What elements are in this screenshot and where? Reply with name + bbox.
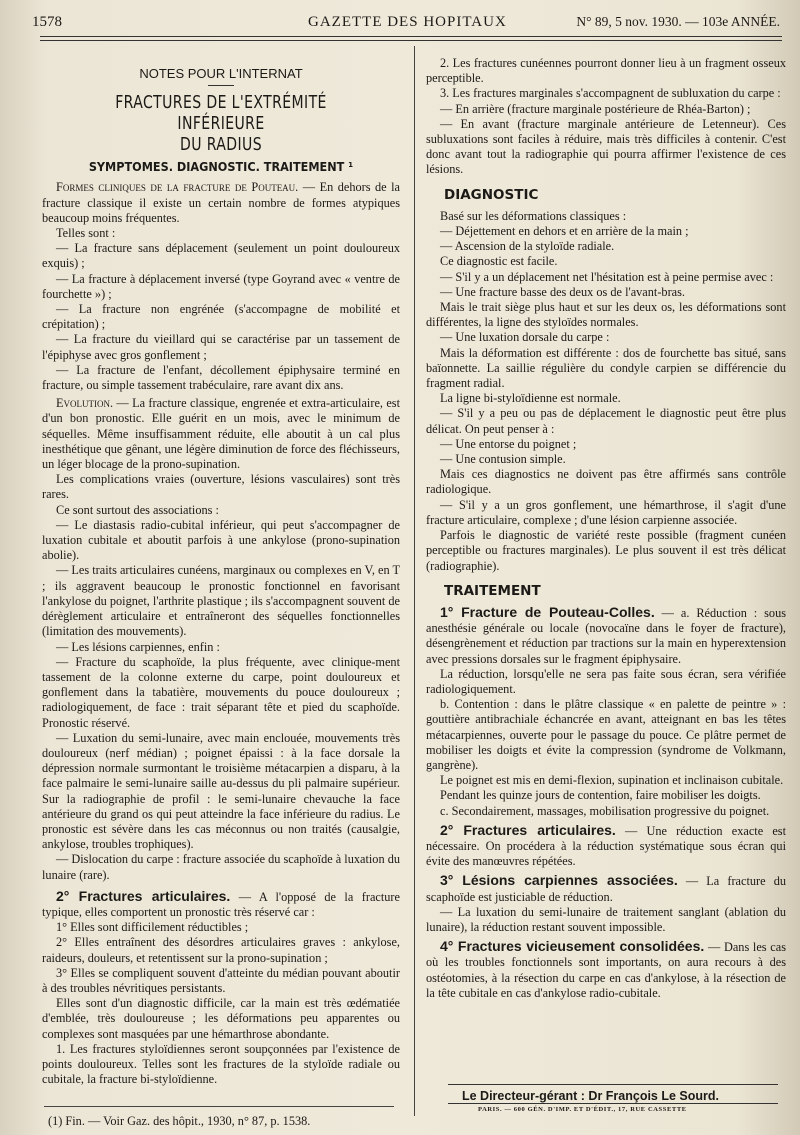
paragraph: c. Secondairement, massages, mobilisation progressive du poignet. bbox=[440, 803, 770, 818]
run-in-head: Formes cliniques de la fracture de Pouteau. bbox=[56, 180, 299, 195]
paragraph bbox=[42, 180, 400, 226]
list-item: — La fracture non engrénée (s'accompagne de mobilité et crépitation) ; bbox=[42, 302, 400, 332]
signature-rule bbox=[448, 1103, 778, 1104]
issue-info: N° 89, 5 nov. 1930. — 103e ANNÉE. bbox=[576, 14, 780, 29]
text: — Une réduction exacte est nécessaire. On procédera à la réduction systématique sous écran qui évite des manœuvres répétées. bbox=[426, 823, 786, 869]
list-item: — Une luxation dorsale du carpe : bbox=[440, 330, 610, 345]
journal-title: GAZETTE DES HOPITAUX bbox=[308, 14, 507, 30]
article-title-1: FRACTURES DE L'EXTRÉMITÉ INFÉRIEURE bbox=[115, 92, 327, 135]
section-heading-diagnostic: DIAGNOSTIC bbox=[444, 186, 539, 203]
list-item: — S'il y a peu ou pas de déplacement le diagnostic peut être plus délicat. On peut penser à : bbox=[426, 406, 786, 436]
list-item: — Le diastasis radio-cubital inférieur, qui peut s'accompagner de luxation cubitale et aboutit parfois à une ankylose (prono-supination abolie). bbox=[42, 517, 400, 563]
run-in-head: 3° Lésions carpiennes associées. bbox=[440, 872, 678, 889]
list-item: — La luxation du semi-lunaire de traitement sanglant (ablation du lunaire), la réduction restant souvent impossible. bbox=[426, 904, 786, 934]
text: — La fracture du scaphoïde est justiciable de réduction. bbox=[426, 874, 786, 904]
text: — En dehors de la fracture classique il existe un certain nombre de formes atypiques beaucoup moins fréquentes. bbox=[42, 180, 400, 225]
text: — A l'opposé de la fracture typique, elles comportent un pronostic très réservé car : bbox=[42, 889, 400, 919]
page-header bbox=[28, 10, 780, 32]
list-item: — Une fracture basse des deux os de l'avant-bras. bbox=[440, 284, 685, 299]
paragraph: La réduction, lorsqu'elle ne sera pas faite sous écran, sera vérifiée radiologiquement. bbox=[426, 666, 786, 696]
article-title-2: DU RADIUS bbox=[180, 134, 262, 156]
paragraph: 2. Les fractures cunéennes pourront donner lieu à un fragment osseux perceptible. bbox=[426, 56, 786, 86]
column-divider bbox=[414, 46, 415, 1116]
run-in-head: 2° Fractures articulaires. bbox=[440, 821, 616, 838]
list-item: — La fracture du vieillard qui se caractérise par un tassement de l'épiphyse avec gros gonflement ; bbox=[42, 332, 400, 362]
list-item: — Une contusion simple. bbox=[440, 452, 566, 467]
paragraph: Mais la déformation est différente : dos de fourchette bas situé, sans baïonnette. La saillie régulière du condyle carpien se différencie du fragment radial. bbox=[426, 345, 786, 391]
paragraph: Telles sont : bbox=[56, 226, 116, 241]
list-item: 1° Elles sont difficilement réductibles ; bbox=[56, 920, 249, 935]
paragraph bbox=[42, 889, 400, 920]
paragraph: b. Contention : dans le plâtre classique « en palette de peintre » : gouttière antibrachiale échancrée en avant, atteignant en bas les têtes métacarpiennes, ouverte pour le passage du pouce. Ce plâtre permet de mobiliser les doigts et évite la compression (syndrome de Volkmann, gangrène). bbox=[426, 697, 786, 772]
list-item: 2° Elles entraînent des désordres articulaires graves : ankylose, raideurs, douleurs, et retentissent sur la prono-supination ; bbox=[42, 935, 400, 965]
article-subtitle: SYMPTOMES. DIAGNOSTIC. TRAITEMENT ¹ bbox=[88, 159, 354, 175]
printer-line: PARIS. — 600 GÉN. D'IMP. ET D'ÉDIT., 17, RUE CASSETTE bbox=[478, 1106, 687, 1113]
list-item: — S'il y a un gros gonflement, une hémarthrose, il s'agit d'une fracture articulaire, complexe ; d'une lésion carpienne associée. bbox=[426, 497, 786, 527]
section-heading-treatment: TRAITEMENT bbox=[444, 582, 541, 599]
list-item: — Luxation du semi-lunaire, avec main enclouée, mouvements très douloureux (nerf médian) ; poignet épaissi : à la face dorsale la dépression normale surmontant le troisième métacarpien a disparu, à la face palmaire le semi-lunaire saille au-dessus du pli palmaire supérieur. Sur la radiographie de profil : le semi-lunaire chevauche la face antérieure du grand os qui peut atteindre la face inférieure du radius. Le pronostic est sévère dans les cas méconnus ou non traités (causalgie, ankylose, troubles trophiques). bbox=[42, 730, 400, 852]
paragraph bbox=[42, 396, 400, 472]
list-item: 3° Elles se compliquent souvent d'atteinte du médian pouvant aboutir à des troubles névritiques persistants. bbox=[42, 965, 400, 995]
left-column bbox=[42, 56, 400, 1087]
paragraph: Pendant les quinze jours de contention, faire mobiliser les doigts. bbox=[440, 788, 761, 803]
paragraph: La ligne bi-styloïdienne est normale. bbox=[440, 391, 621, 406]
director-signature: Le Directeur-gérant : Dr François Le Sourd. bbox=[462, 1089, 719, 1103]
paragraph: Parfois le diagnostic de variété reste possible (fragment cunéen perceptible ou fractures marginales). Le plus souvent il est très délicat (radiographie). bbox=[426, 528, 786, 573]
run-in-head: 2° Fractures articulaires. bbox=[56, 887, 231, 904]
paragraph: Ce diagnostic est facile. bbox=[440, 254, 558, 269]
paragraph: Les complications vraies (ouverture, lésions vasculaires) sont très rares. bbox=[42, 472, 400, 502]
list-item: — La fracture sans déplacement (seulement un point douloureux exquis) ; bbox=[42, 241, 400, 271]
list-item: — Déjettement en dehors et en arrière de la main ; bbox=[440, 224, 689, 239]
list-item: — Dislocation du carpe : fracture associée du scaphoïde à luxation du lunaire (rare). bbox=[42, 852, 400, 882]
section-label: NOTES POUR L'INTERNAT bbox=[139, 66, 303, 81]
header-rule bbox=[40, 36, 782, 37]
list-item: — En arrière (fracture marginale postérieure de Rhéa-Barton) ; bbox=[440, 101, 751, 116]
paragraph: Ce sont surtout des associations : bbox=[56, 502, 219, 517]
list-item: — Fracture du scaphoïde, la plus fréquente, avec clinique-ment tassement de la colonne externe du carpe, point douloureux et gonflement dans la tabatière, mouvements du pouce douloureux ; radiologiquement, de face : trait séparant tête et pied du scaphoïde. Pronostic réservé. bbox=[42, 654, 400, 730]
signature-rule bbox=[448, 1084, 778, 1085]
header-rule bbox=[40, 40, 782, 41]
list-item: — La fracture à déplacement inversé (type Goyrand avec « ventre de fourchette ») ; bbox=[42, 271, 400, 301]
paragraph: 3. Les fractures marginales s'accompagnent de subluxation du carpe : bbox=[440, 86, 781, 101]
list-item: — La fracture de l'enfant, décollement épiphysaire terminé en fracture, ou simple tassement trabéculaire, rare avant dix ans. bbox=[42, 362, 400, 393]
paragraph: Basé sur les déformations classiques : bbox=[440, 208, 627, 223]
footnote-rule bbox=[44, 1106, 394, 1107]
list-item: — Les lésions carpiennes, enfin : bbox=[56, 639, 220, 654]
text: — La fracture classique, engrenée et extra-articulaire, est d'un bon pronostic. Elle guérit en un mois, avec le minimum de séquelles. Même insuffisamment réduite, elle aboutit à un cal plus inesthétique que gênant, une légère diminution de force des fléchisseurs, un léger blocage de la prono-supination. bbox=[42, 396, 400, 472]
run-in-head: 4° Fractures vicieusement consolidées. bbox=[440, 938, 705, 955]
page-number: 1578 bbox=[32, 14, 62, 30]
text: — Dans les cas où les troubles fonctionnels sont importants, on aura recours à des ostéotomies, à la résection du carpe en cas d'ankylose, à la résection de la tête cubitale en cas d'ankylose radio-cubitale. bbox=[426, 940, 786, 1000]
paragraph: Mais ces diagnostics ne doivent pas être affirmés sans contrôle radiologique. bbox=[426, 467, 786, 497]
right-column bbox=[426, 56, 786, 1001]
paragraph bbox=[426, 939, 786, 1001]
list-item: — Les traits articulaires cunéens, marginaux ou complexes en V, en T ; ils aggravent beaucoup le pronostic fonctionnel en favorisant l'ankylose du poignet, l'arthrite plastique ; ils s'accompagnent souvent de dérèglement articulaire et entraîneront des séquelles fonctionnelles (limitation des mouvements). bbox=[42, 563, 400, 639]
paragraph bbox=[426, 873, 786, 904]
list-item: — S'il y a un déplacement net l'hésitation est à peine permise avec : bbox=[440, 269, 774, 284]
text: — a. Réduction : sous anesthésie générale ou locale (novocaïne dans le foyer de fracture), désengrènement et réduction par tractions sur la main en hyperextension avec pressions dorsales sur le fragment épiphysaire. bbox=[426, 605, 786, 666]
list-item: — Une entorse du poignet ; bbox=[440, 436, 577, 451]
section-rule bbox=[208, 85, 234, 86]
run-in-head: Evolution. bbox=[56, 396, 114, 411]
paragraph: 1. Les fractures styloïdiennes seront soupçonnées par l'existence de points douloureux. Telles sont les fractures de la styloïde radiale ou cubitale, la fracture bi-styloïdienne. bbox=[42, 1041, 400, 1087]
list-item: — En avant (fracture marginale antérieure de Letenneur). Ces subluxations sont faciles à réduire, mais très difficiles à contenir. C'est donc avant tout la radiographie qui pourra affirmer l'existence de ces lésions. bbox=[426, 116, 786, 177]
list-item: — Ascension de la styloïde radiale. bbox=[440, 239, 615, 254]
paragraph: Mais le trait siège plus haut et sur les deux os, les déformations sont différentes, la ligne des styloïdes normales. bbox=[426, 300, 786, 330]
footnote: (1) Fin. — Voir Gaz. des hôpit., 1930, n° 87, p. 1538. bbox=[48, 1114, 311, 1128]
run-in-head: 1° Fracture de Pouteau-Colles. bbox=[440, 603, 655, 620]
paragraph bbox=[426, 823, 786, 870]
paragraph: Elles sont d'un diagnostic difficile, car la main est très œdématiée d'emblée, très douloureuse ; les déformations peu apparentes ou complexes sont masquées par une hémarthrose abondante. bbox=[42, 996, 400, 1041]
paragraph: Le poignet est mis en demi-flexion, supination et inclinaison cubitale. bbox=[440, 773, 784, 788]
paragraph bbox=[426, 605, 786, 667]
